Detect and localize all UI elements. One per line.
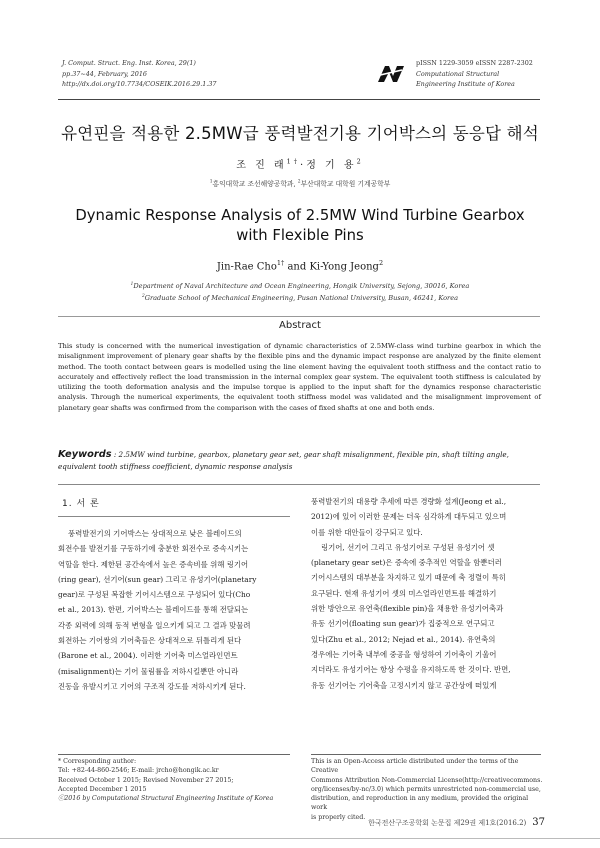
author-name: 조 진 래 <box>236 160 287 171</box>
section-heading: 1. 서 론 <box>62 499 100 509</box>
abstract-text: This study is concerned with the numerical investigation of dynamic characteristics of 2.5MW-class wind turbine gearbox in which the misalignment improvement of plenary gear shafts by the flexible pins and the dynamic impact response are analyzed by the finite element method. The tooth contact between gears is modelled using the line element having the equivalent tooth stiffness and the contact ratio to accurately and effectively reflect the load transmission in the internal complex gear system. The equivalent tooth stiffness is calculated by utilizing the tooth deformation analysis and the impulse torque is applied to the input shaft for the dynamics response characteristic analysis. Through the numerical experiments, the equivalent tooth stiffness model was validated and the misalignment improvement of planetary gear shafts was confirmed from the comparison with the cases of fixed shafts at one and both ends. <box>58 342 541 412</box>
copyright-line: ⓒ2016 by Computational Structural Engineering Institute of Korea <box>58 795 274 803</box>
section-rule <box>58 516 290 517</box>
title-line: with Flexible Pins <box>236 227 364 244</box>
header-rule <box>58 99 540 100</box>
author-footnote <box>58 757 298 803</box>
author-name: Ki-Yong Jeong <box>309 261 379 273</box>
publisher-line: Computational Structural <box>416 69 500 78</box>
issn-line: pISSN 1229-3059 eISSN 2287-2302 <box>416 59 533 67</box>
citation-line: pp.37~44, February, 2016 <box>62 69 147 78</box>
author-mark: 1† <box>286 157 301 166</box>
body-line: 요구된다. 현재 유성기어 셋의 미스얼라인먼트를 해결하기 <box>311 588 497 598</box>
page-footer <box>320 817 545 828</box>
journal-citation <box>62 58 216 90</box>
license-line: distribution, and reproduction in any medium, provided the original work <box>311 795 529 812</box>
author-name: 정 기 용 <box>306 160 357 171</box>
license-line: This is an Open-Access article distributed under the terms of the Creative <box>311 758 519 775</box>
body-line: 역할을 한다. 제한된 공간속에서 높은 증속비를 위해 링기어 <box>58 559 249 569</box>
doi-link[interactable]: http://dx.doi.org/10.7734/COSEIK.2016.29.1.37 <box>62 80 217 88</box>
author-mark: 2 <box>378 259 384 267</box>
keywords-label: Keywords <box>58 449 112 460</box>
right-column <box>311 494 541 693</box>
english-authors <box>40 259 560 272</box>
body-line: 2012)에 있어 이러한 문제는 더욱 심각하게 대두되고 있으며 <box>311 512 507 522</box>
affil-mark: 2 <box>141 293 145 299</box>
affil-mark: 2 <box>297 179 301 185</box>
english-title <box>40 206 560 246</box>
body-line: 유동 선기어는 기어축을 고정시키지 않고 공간상에 떠있게 <box>311 680 497 690</box>
korean-title: 유연핀을 적용한 2.5MW급 풍력발전기용 기어박스의 동응답 해석 <box>61 124 539 143</box>
body-line: 풍력발전기의 대용량 추세에 따른 경량화 설계(Jeong et al., <box>311 497 507 506</box>
body-line: (Barone et al., 2004). 이러한 기어축 미스얼라인먼트 <box>58 651 238 661</box>
author-separator: · <box>300 160 307 171</box>
body-line: (misalignment)는 기어 물림률을 저하시킬뿐만 아니라 <box>58 666 239 676</box>
body-line: gear)로 구성된 복잡한 기어시스템으로 구성되어 있다(Cho <box>58 590 251 600</box>
license-footnote <box>311 757 543 822</box>
abstract-rule <box>58 316 540 317</box>
page-number: 37 <box>532 817 545 828</box>
affiliation: 홍익대학교 조선해양공학과, <box>212 180 296 188</box>
body-line: 유동 선기어(floating sun gear)가 집중적으로 연구되고 <box>311 619 495 629</box>
title-line: Dynamic Response Analysis of 2.5MW Wind Turbine Gearbox <box>75 207 525 224</box>
footnote-rule <box>311 754 541 755</box>
body-line: 지더라도 유성기어는 항상 수평을 유지하도록 한 것이다. 반면, <box>311 665 511 675</box>
license-line: is properly cited. <box>311 813 366 821</box>
korean-affiliations <box>40 178 560 188</box>
keywords-text: : 2.5MW wind turbine, gearbox, planetary gear set, gear shaft misalignment, flexible pin, shaft tilting angle, equivalent tooth stiffness coefficient, dynamic response analysis <box>58 450 509 471</box>
author-mark: 1† <box>276 259 285 267</box>
keywords-rule <box>58 484 540 485</box>
citation-line: J. Comput. Struct. Eng. Inst. Korea, 29(1) <box>62 59 196 67</box>
body-line: (ring gear), 선기어(sun gear) 그리고 유성기어(planetary <box>58 574 257 584</box>
body-line: (planetary gear set)은 증속에 중추적인 역할을 함뿐더러 <box>311 558 502 568</box>
english-affiliations <box>40 280 560 303</box>
footer-rule <box>0 838 600 839</box>
body-line: 진동을 유발시키고 기어의 구조적 강도를 저하시키게 된다. <box>58 681 246 691</box>
journal-logo-icon <box>376 64 406 84</box>
publisher-line: Engineering Institute of Korea <box>416 80 515 88</box>
affil-mark: 1 <box>209 179 213 185</box>
footnote-line: Accepted December 1 2015 <box>58 785 147 793</box>
affiliation: Graduate School of Mechanical Engineering, Pusan National University, Busan, 46241, Korea <box>144 293 459 302</box>
footnote-rule <box>58 754 290 755</box>
body-line: 이를 위한 대안들이 강구되고 있다. <box>311 527 423 537</box>
affiliation: 부산대학교 대학원 기계공학부 <box>300 180 391 188</box>
body-line: 있다(Zhu et al., 2012; Nejad et al., 2014). 유연축의 <box>311 634 496 644</box>
author-mark: 2 <box>356 157 364 166</box>
body-line: 기어시스템의 대부분을 차지하고 있기 때문에 축 정렬이 특히 <box>311 573 506 583</box>
body-line: 회전하는 기어쌍의 기어축들은 상대적으로 뒤틀리게 된다 <box>58 636 242 646</box>
body-line: 풍력발전기의 기어박스는 상대적으로 낮은 블레이드의 <box>68 529 242 538</box>
affiliation: Department of Naval Architecture and Ocean Engineering, Hongik University, Sejong, 30016, Korea <box>133 282 470 291</box>
body-line: 링기어, 선기어 그리고 유성기어로 구성된 유성기어 셋 <box>321 542 495 552</box>
keywords <box>58 449 548 473</box>
footnote-line: * Corresponding author: <box>58 758 137 765</box>
abstract-heading: Abstract <box>279 320 321 331</box>
issn-block <box>416 58 533 90</box>
author-conjunction: and <box>284 261 310 273</box>
left-column <box>58 526 290 694</box>
body-line: 각종 외력에 의해 동적 변형을 일으키게 되고 그 결과 맞물려 <box>58 620 251 630</box>
footer-journal: 한국전산구조공학회 논문집 제29권 제1호(2016.2) <box>368 819 527 827</box>
body-line: et al., 2013). 한편, 기어박스는 블레이드를 통해 전달되는 <box>58 605 249 615</box>
body-line: 위한 방안으로 유연축(flexible pin)을 채용한 유성기어축과 <box>311 604 504 614</box>
license-link[interactable]: Commons Attribution Non-Commercial License(http://creativecommons. <box>311 776 543 784</box>
author-name: Jin-Rae Cho <box>216 261 277 273</box>
contact-line[interactable]: Tel: +82-44-860-2546; E-mail: jrcho@hongik.ac.kr <box>58 767 219 775</box>
body-line: 경우에는 기어축 내부에 중공을 형성하여 기어축이 기울어 <box>311 649 497 659</box>
body-line: 회전수를 발전기를 구동하기에 충분한 회전수로 증속시키는 <box>58 544 249 554</box>
korean-authors <box>40 156 560 171</box>
footnote-line: Received October 1 2015; Revised November 27 2015; <box>58 776 234 784</box>
license-line: org/licenses/by-nc/3.0) which permits unrestricted non-commercial use, <box>311 785 541 793</box>
affil-mark: 1 <box>130 282 134 287</box>
